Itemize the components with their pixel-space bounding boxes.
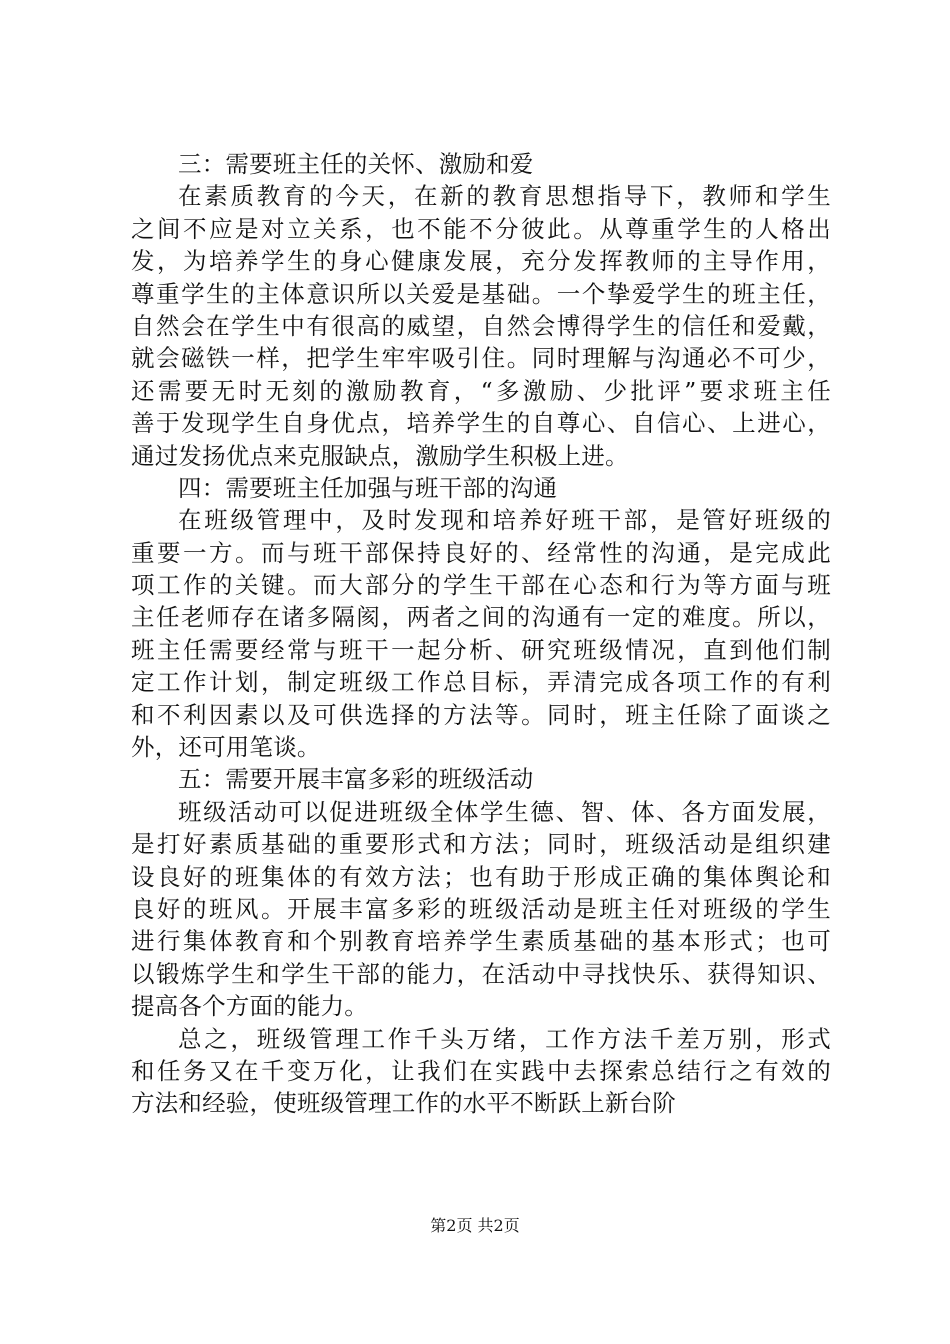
paragraph-first-line: 四：需要班主任加强与班干部的沟通 bbox=[178, 473, 558, 502]
text-line: 是打好素质基础的重要形式和方法；同时，班级活动是组织建 bbox=[131, 830, 831, 859]
text-line: 提高各个方面的能力。 bbox=[131, 992, 368, 1021]
text-line: 定工作计划，制定班级工作总目标，弄清完成各项工作的有利 bbox=[131, 668, 831, 697]
text-line: 外，还可用笔谈。 bbox=[131, 733, 321, 762]
page-footer: 第2页 共2页 bbox=[430, 1216, 520, 1235]
text-line: 之间不应是对立关系，也不能不分彼此。从尊重学生的人格出 bbox=[131, 214, 831, 243]
paragraph-first-line: 班级活动可以促进班级全体学生德、智、体、各方面发展， bbox=[178, 797, 831, 826]
paragraph-first-line: 三：需要班主任的关怀、激励和爱 bbox=[178, 150, 534, 178]
text-line: 和任务又在千变万化，让我们在实践中去探索总结行之有效的 bbox=[131, 1056, 831, 1085]
text-line: 就会磁铁一样，把学生牢牢吸引住。同时理解与沟通必不可少， bbox=[131, 344, 831, 373]
paragraph-first-line: 在班级管理中，及时发现和培养好班干部，是管好班级的 bbox=[178, 506, 831, 535]
text-line: 良好的班风。开展丰富多彩的班级活动是班主任对班级的学生 bbox=[131, 894, 831, 923]
text-line: 通过发扬优点来克服缺点，激励学生积极上进。 bbox=[131, 441, 629, 470]
text-line: 善于发现学生自身优点，培养学生的自尊心、自信心、上进心， bbox=[131, 409, 831, 438]
text-line: 重要一方。而与班干部保持良好的、经常性的沟通，是完成此 bbox=[131, 538, 831, 567]
text-line: 尊重学生的主体意识所以关爱是基础。一个挚爱学生的班主任， bbox=[131, 279, 831, 308]
paragraph-first-line: 总之，班级管理工作千头万绪，工作方法千差万别，形式 bbox=[178, 1024, 831, 1053]
text-line: 设良好的班集体的有效方法；也有助于形成正确的集体舆论和 bbox=[131, 862, 831, 891]
text-line: 主任老师存在诸多隔阂，两者之间的沟通有一定的难度。所以， bbox=[131, 603, 831, 632]
text-line: 自然会在学生中有很高的威望，自然会博得学生的信任和爱戴， bbox=[131, 311, 831, 340]
text-line: 班主任需要经常与班干一起分析、研究班级情况，直到他们制 bbox=[131, 635, 831, 664]
paragraph-first-line: 五：需要开展丰富多彩的班级活动 bbox=[178, 765, 534, 794]
text-line: 项工作的关键。而大部分的学生干部在心态和行为等方面与班 bbox=[131, 571, 831, 600]
text-line: 以锻炼学生和学生干部的能力，在活动中寻找快乐、获得知识、 bbox=[131, 959, 831, 988]
text-line: 和不利因素以及可供选择的方法等。同时，班主任除了面谈之 bbox=[131, 700, 831, 729]
text-line: 发，为培养学生的身心健康发展，充分发挥教师的主导作用， bbox=[131, 247, 831, 276]
text-line: 方法和经验，使班级管理工作的水平不断跃上新台阶 bbox=[131, 1089, 677, 1118]
text-line: 进行集体教育和个别教育培养学生素质基础的基本形式；也可 bbox=[131, 927, 831, 956]
paragraph-first-line: 在素质教育的今天，在新的教育思想指导下，教师和学生 bbox=[178, 182, 831, 211]
document-body bbox=[131, 148, 831, 1120]
text-line: 还需要无时无刻的激励教育，“多激励、少批评”要求班主任 bbox=[131, 376, 831, 405]
